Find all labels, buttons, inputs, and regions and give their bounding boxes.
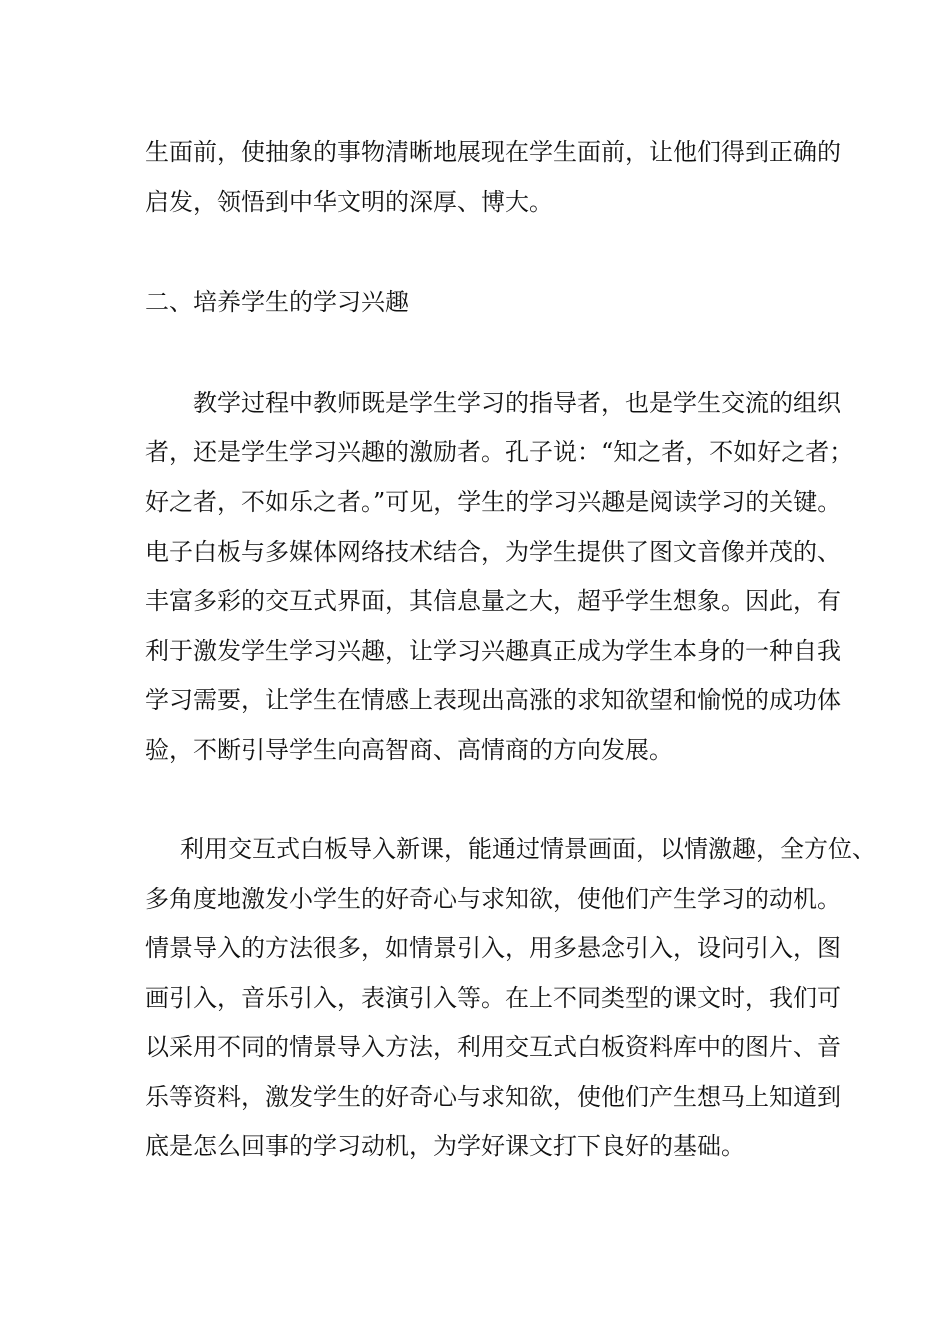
paragraph-line: 者，还是学生学习兴趣的激励者。孔子说：“知之者，不如好之者； xyxy=(145,438,854,466)
paragraph-line: 乐等资料，激发学生的好奇心与求知欲，使他们产生想马上知道到 xyxy=(145,1083,841,1111)
paragraph-line: 画引入，音乐引入，表演引入等。在上不同类型的课文时，我们可 xyxy=(145,984,841,1012)
paragraph-line: 启发，领悟到中华文明的深厚、博大。 xyxy=(145,188,553,216)
paragraph-line: 生面前，使抽象的事物清晰地展现在学生面前，让他们得到正确的 xyxy=(145,138,841,166)
paragraph-line: 学习需要，让学生在情感上表现出高涨的求知欲望和愉悦的成功体 xyxy=(145,686,841,714)
paragraph-line: 利于激发学生学习兴趣，让学习兴趣真正成为学生本身的一种自我 xyxy=(145,637,841,665)
paragraph-line: 底是怎么回事的学习动机，为学好课文打下良好的基础。 xyxy=(145,1132,745,1160)
paragraph-line: 验，不断引导学生向高智商、高情商的方向发展。 xyxy=(145,736,673,764)
paragraph-line: 教学过程中教师既是学生学习的指导者，也是学生交流的组织 xyxy=(193,389,841,417)
paragraph-line: 情景导入的方法很多，如情景引入，用多悬念引入，设问引入，图 xyxy=(145,934,841,962)
paragraph-line: 利用交互式白板导入新课，能通过情景画面，以情激趣，全方位、 xyxy=(180,835,876,863)
section-heading: 二、培养学生的学习兴趣 xyxy=(145,288,409,316)
paragraph-line: 多角度地激发小学生的好奇心与求知欲，使他们产生学习的动机。 xyxy=(145,885,841,913)
paragraph-line: 以采用不同的情景导入方法，利用交互式白板资料库中的图片、音 xyxy=(145,1033,841,1061)
paragraph-line: 好之者，不如乐之者。”可见，学生的学习兴趣是阅读学习的关键。 xyxy=(145,488,842,516)
paragraph-line: 电子白板与多媒体网络技术结合，为学生提供了图文音像并茂的、 xyxy=(145,538,841,566)
paragraph-line: 丰富多彩的交互式界面，其信息量之大，超乎学生想象。因此，有 xyxy=(145,587,841,615)
